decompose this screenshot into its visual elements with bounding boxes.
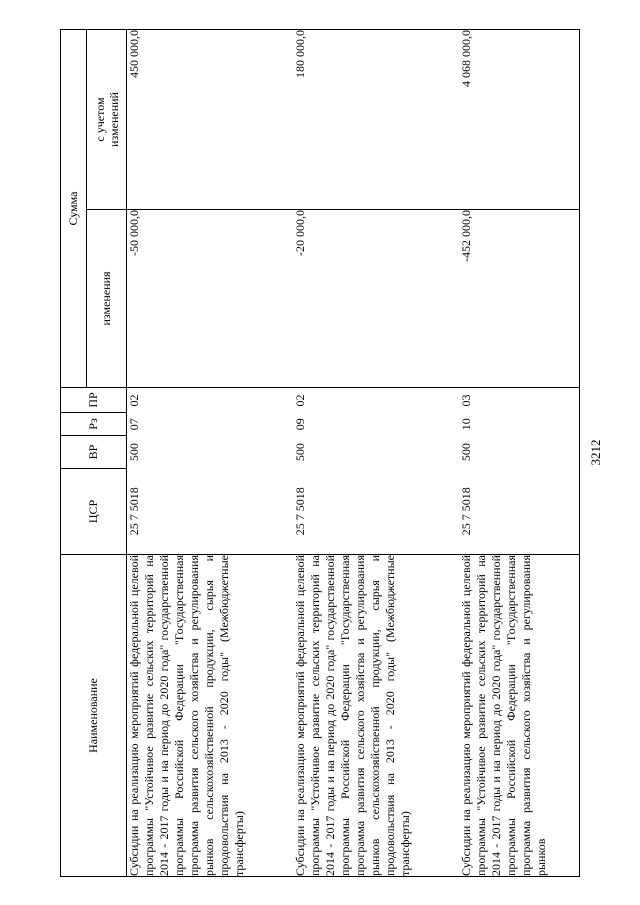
header-name: Наименование bbox=[61, 555, 127, 877]
row-1-name: Субсидии на реализацию мероприятий федеральной целевой программы "Устойчивое развитие сельских территорий на 2014 - 2017 годы и на период до 2020 года" государственной программы Российской Федерации "Государственная программа развития сельского хозяйства и регулирования рынков сельскохозяйственной продукции, сырья и продовольствия на 2013 - 2020 годы" (Межбюджетные трансферты) bbox=[127, 555, 246, 876]
row-1-csr: 25 7 5018 bbox=[127, 487, 141, 536]
row-3-pr: 03 bbox=[459, 394, 473, 407]
header-csr: ЦСР bbox=[61, 469, 127, 555]
table-header-row bbox=[61, 29, 87, 876]
header-with-changes-line2: изменений bbox=[106, 92, 121, 147]
row-2-name: Субсидии на реализацию мероприятий федеральной целевой программы "Устойчивое развитие сельских территорий на 2014 - 2017 годы и на период до 2020 года" государственной программы Российской Федерации "Государственная программа развития сельского хозяйства и регулирования рынков сельскохозяйственной продукции, сырья и продовольствия на 2013 - 2020 годы" (Межбюджетные трансферты) bbox=[293, 555, 412, 876]
row-2-vr: 500 bbox=[293, 443, 307, 462]
row-1-codes bbox=[127, 388, 293, 554]
header-vr: ВР bbox=[61, 436, 127, 469]
row-2-csr: 25 7 5018 bbox=[293, 487, 307, 536]
header-rz: Рз bbox=[61, 413, 127, 436]
header-sum: Сумма bbox=[61, 29, 87, 387]
row-1-vr: 500 bbox=[127, 443, 141, 462]
row-2-total: 180 000,0 bbox=[293, 29, 307, 78]
name-column-cell bbox=[127, 555, 580, 877]
row-3-rz: 10 bbox=[459, 418, 473, 431]
row-2-name-block bbox=[293, 555, 459, 876]
total-column-cell bbox=[127, 29, 580, 209]
row-1-name-block bbox=[127, 555, 293, 876]
row-2-pr: 02 bbox=[293, 394, 307, 407]
row-1-change: -50 000,0 bbox=[127, 210, 141, 256]
row-1-rz: 07 bbox=[127, 418, 141, 431]
header-with-changes bbox=[87, 29, 127, 209]
row-2-change: -20 000,0 bbox=[293, 210, 307, 256]
header-change: изменения bbox=[87, 210, 127, 388]
row-2-rz: 09 bbox=[293, 418, 307, 431]
row-2-codes bbox=[293, 388, 459, 554]
change-column-cell bbox=[127, 210, 580, 388]
row-3-csr: 25 7 5018 bbox=[459, 487, 473, 536]
page-number: 3212 bbox=[588, 439, 603, 466]
row-1-total: 450 000,0 bbox=[127, 29, 141, 78]
row-3-vr: 500 bbox=[459, 443, 473, 462]
row-3-name: Субсидии на реализацию мероприятий федеральной целевой программы "Устойчивое развитие сельских территорий на 2014 - 2017 годы и на период до 2020 года" государственной программы Российской Федерации "Государственная программа развития сельского хозяйства и регулирования рынков bbox=[459, 555, 548, 876]
row-1-pr: 02 bbox=[127, 394, 141, 407]
row-3-total: 4 068 000,0 bbox=[459, 29, 473, 87]
row-3-change: -452 000,0 bbox=[459, 210, 473, 262]
codes-column-cell bbox=[127, 388, 580, 555]
table-body-row bbox=[127, 29, 580, 876]
row-3-codes bbox=[459, 388, 579, 554]
budget-table bbox=[60, 29, 580, 877]
row-3-name-block bbox=[459, 555, 579, 876]
header-with-changes-line1: с учетом bbox=[92, 97, 107, 142]
header-pr: ПР bbox=[61, 388, 127, 413]
